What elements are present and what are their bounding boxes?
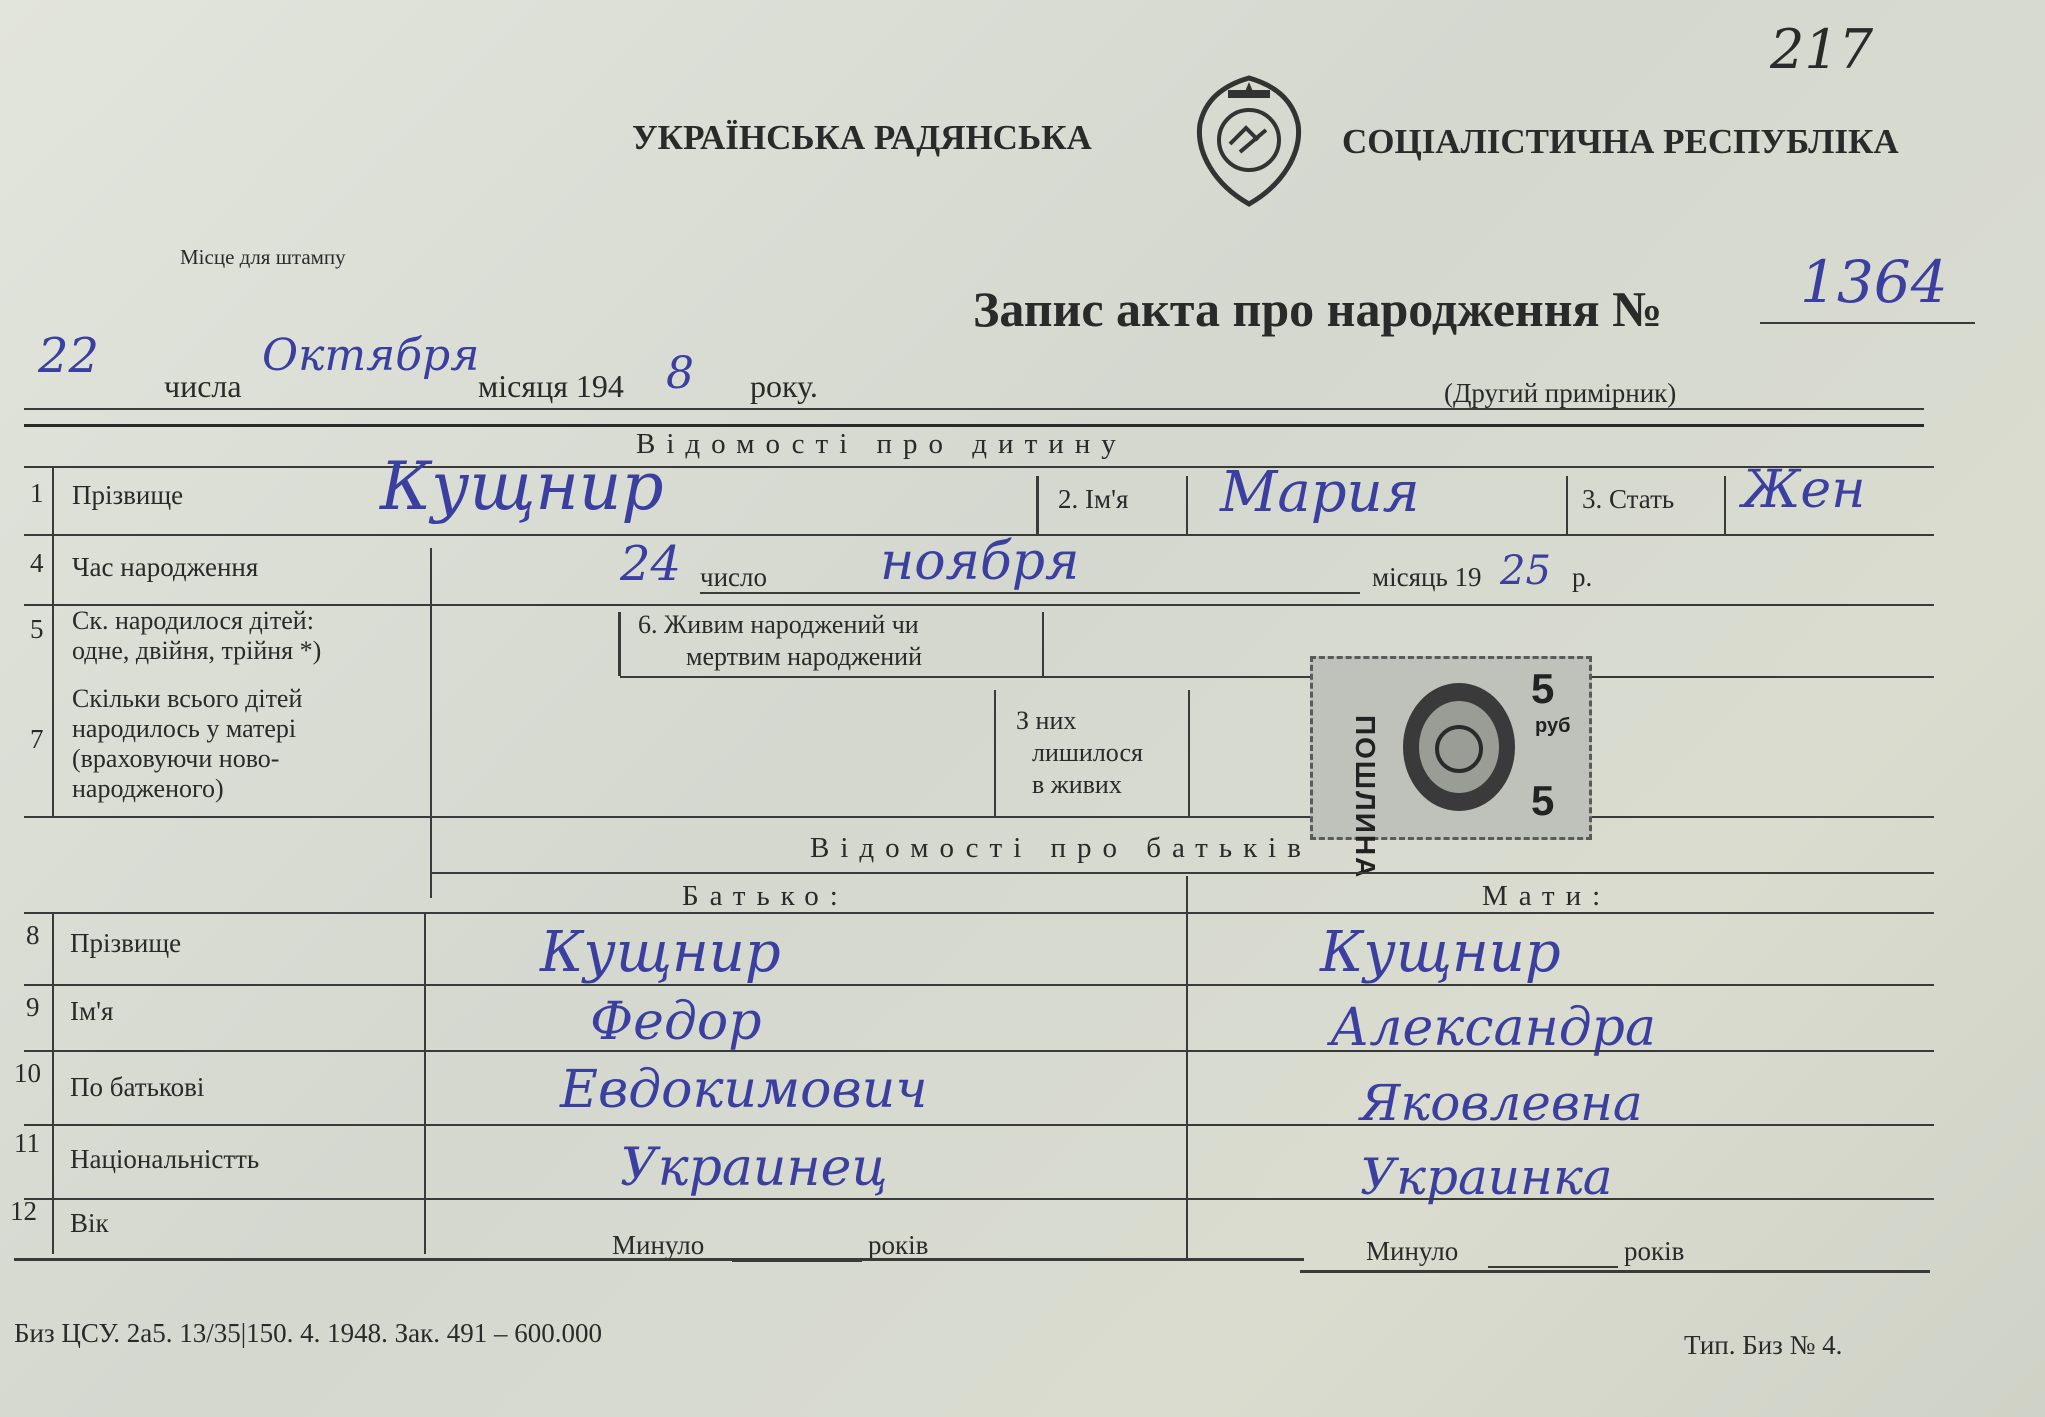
total-children-label-4: народженого) xyxy=(72,774,224,803)
parent-row-label: Вік xyxy=(70,1208,109,1238)
mother-nationality: Украинка xyxy=(1360,1148,1613,1206)
total-children-label-3: (враховуючи ново- xyxy=(72,744,280,773)
births-count-label-1: Ск. народилося дітей: xyxy=(72,606,314,635)
father-name: Федор xyxy=(590,992,762,1052)
total-children-label-1: Скільки всього дітей xyxy=(72,684,303,713)
republic-title-right: СОЦІАЛІСТИЧНА РЕСПУБЛІКА xyxy=(1342,122,1899,161)
row-number: 1 xyxy=(30,478,44,508)
birth-day-value: 24 xyxy=(620,536,682,592)
child-surname-value: Кущнир xyxy=(380,448,664,525)
birth-year-value: 25 xyxy=(1500,548,1551,594)
footer-typography: Тип. Биз № 4. xyxy=(1684,1330,1843,1360)
coat-of-arms-icon xyxy=(1188,72,1310,210)
birth-r-label: р. xyxy=(1572,562,1593,592)
archive-number: 217 xyxy=(1770,18,1874,81)
parent-row-label: Прізвище xyxy=(70,928,182,958)
row-number: 11 xyxy=(14,1128,40,1158)
survived-label-3: в живих xyxy=(1032,770,1122,799)
mother-surname: Кущнир xyxy=(1320,920,1561,985)
stamp-value-top: 5 xyxy=(1531,665,1555,712)
birth-time-label: Час народження xyxy=(72,552,259,582)
footer-print-info: Биз ЦСУ. 2а5. 13/35|150. 4. 1948. Зак. 491 – 600.000 xyxy=(14,1318,603,1348)
birth-day-label: число xyxy=(700,562,767,592)
child-section-heading: Відомості про дитину xyxy=(636,428,1127,460)
stamp-text: ПОШЛИНА xyxy=(1350,715,1381,880)
mother-name: Александра xyxy=(1330,998,1656,1058)
registration-month-label: місяця 194 xyxy=(478,368,624,404)
record-number: 1364 xyxy=(1800,248,1948,316)
child-name-value: Мария xyxy=(1220,460,1420,525)
mother-age-years: років xyxy=(1624,1236,1685,1266)
row-number: 8 xyxy=(26,920,40,950)
document-title: Запис акта про народження № xyxy=(973,281,1663,337)
child-name-label: 2. Ім'я xyxy=(1058,484,1129,514)
mother-patronymic: Яковлевна xyxy=(1360,1074,1643,1132)
parents-section-heading: Відомості про батьків xyxy=(810,832,1312,864)
stamp-emblem-icon xyxy=(1397,675,1521,819)
parent-row-label: Ім'я xyxy=(70,996,114,1026)
father-surname: Кущнир xyxy=(540,920,781,985)
birth-month-label: місяць 19 xyxy=(1372,562,1482,592)
registration-day: 22 xyxy=(38,328,100,384)
alive-label-2: мертвим народжений xyxy=(686,642,922,671)
alive-label-1: 6. Живим народжений чи xyxy=(638,610,919,639)
survived-label-2: лишилося xyxy=(1032,738,1143,767)
father-nationality: Украинец xyxy=(620,1138,888,1198)
stamp-place-label: Місце для штампу xyxy=(180,245,346,269)
father-patronymic: Евдокимович xyxy=(560,1060,928,1120)
row-number: 5 xyxy=(30,614,44,644)
copy-note: (Другий примірник) xyxy=(1444,378,1677,408)
parent-row-label: Національністть xyxy=(70,1144,260,1174)
birth-month-value: ноября xyxy=(880,532,1080,592)
father-heading: Батько: xyxy=(682,880,849,912)
child-sex-value: Жен xyxy=(1742,460,1866,520)
registration-month: Октября xyxy=(262,330,480,381)
stamp-value-bottom: 5 xyxy=(1531,777,1555,824)
row-number: 4 xyxy=(30,548,44,578)
registration-day-label: числа xyxy=(164,368,242,404)
row-number: 10 xyxy=(14,1058,41,1088)
child-sex-label: 3. Стать xyxy=(1582,484,1675,514)
row-number: 12 xyxy=(10,1196,37,1226)
revenue-stamp xyxy=(1310,656,1592,880)
stamp-unit: руб xyxy=(1535,715,1571,737)
births-count-label-2: одне, двійня, трійня *) xyxy=(72,636,322,665)
mother-heading: Мати: xyxy=(1482,880,1612,912)
father-age-passed: Минуло xyxy=(612,1230,705,1260)
row-number: 7 xyxy=(30,724,44,754)
row-number: 9 xyxy=(26,992,40,1022)
parent-row-label: По батькові xyxy=(70,1072,205,1102)
survived-label-1: З них xyxy=(1016,706,1077,735)
registration-year-label: року. xyxy=(750,368,818,404)
registration-year-digit: 8 xyxy=(666,348,694,399)
total-children-label-2: народилось у матері xyxy=(72,714,297,743)
mother-age-passed: Минуло xyxy=(1366,1236,1459,1266)
republic-title-left: УКРАЇНСЬКА РАДЯНСЬКА xyxy=(632,118,1092,157)
father-age-years: років xyxy=(868,1230,929,1260)
child-surname-label: Прізвище xyxy=(72,480,184,510)
